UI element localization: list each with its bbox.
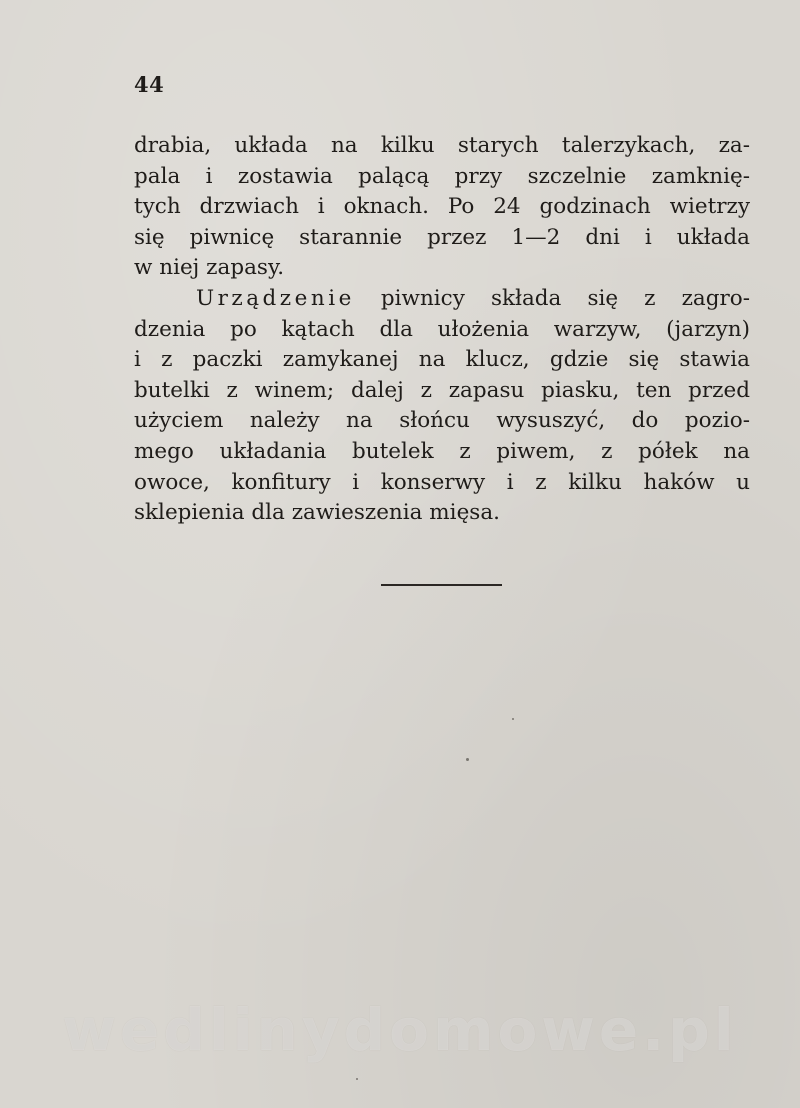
text-line: użyciem należy na słońcu wysuszyć, do pozio-: [134, 408, 750, 434]
text-line: i z paczki zamykanej na klucz, gdzie się stawia: [134, 347, 750, 373]
text-line: mego układania butelek z piwem, z półek na: [134, 438, 750, 464]
text-line: owoce, konfitury i konserwy i z kilku haków u: [134, 469, 750, 495]
paper-speck: [512, 718, 514, 720]
text-line: pala i zostawia palącą przy szczelnie zamknię-: [134, 163, 750, 189]
paper-speck: [466, 758, 469, 761]
paragraph-first-line: [134, 284, 750, 315]
text-line: dzenia po kątach dla ułożenia warzyw, (jarzyn): [134, 316, 750, 342]
section-end-rule: [381, 584, 502, 586]
body-text: [134, 131, 750, 529]
text-line: drabia, układa na kilku starych talerzykach, za-: [134, 133, 750, 158]
text-line: tych drzwiach i oknach. Po 24 godzinach wietrzy: [134, 194, 750, 220]
text-line: butelki z winem; dalej z zapasu piasku, ten przed: [134, 377, 750, 403]
text-line: w niej zapasy.: [134, 255, 285, 281]
text-line: się piwnicę starannie przez 1—2 dni i układa: [134, 224, 750, 250]
spaced-emphasis-word: Urządzenie: [196, 285, 355, 311]
watermark: wedlinydomowe.pl: [62, 996, 738, 1064]
text-fragment: piwnicy składa się z zagro-: [354, 285, 750, 311]
text-line: sklepienia dla zawieszenia mięsa.: [134, 500, 500, 526]
paper-speck: [356, 1078, 358, 1080]
page-number: 44: [134, 72, 165, 97]
